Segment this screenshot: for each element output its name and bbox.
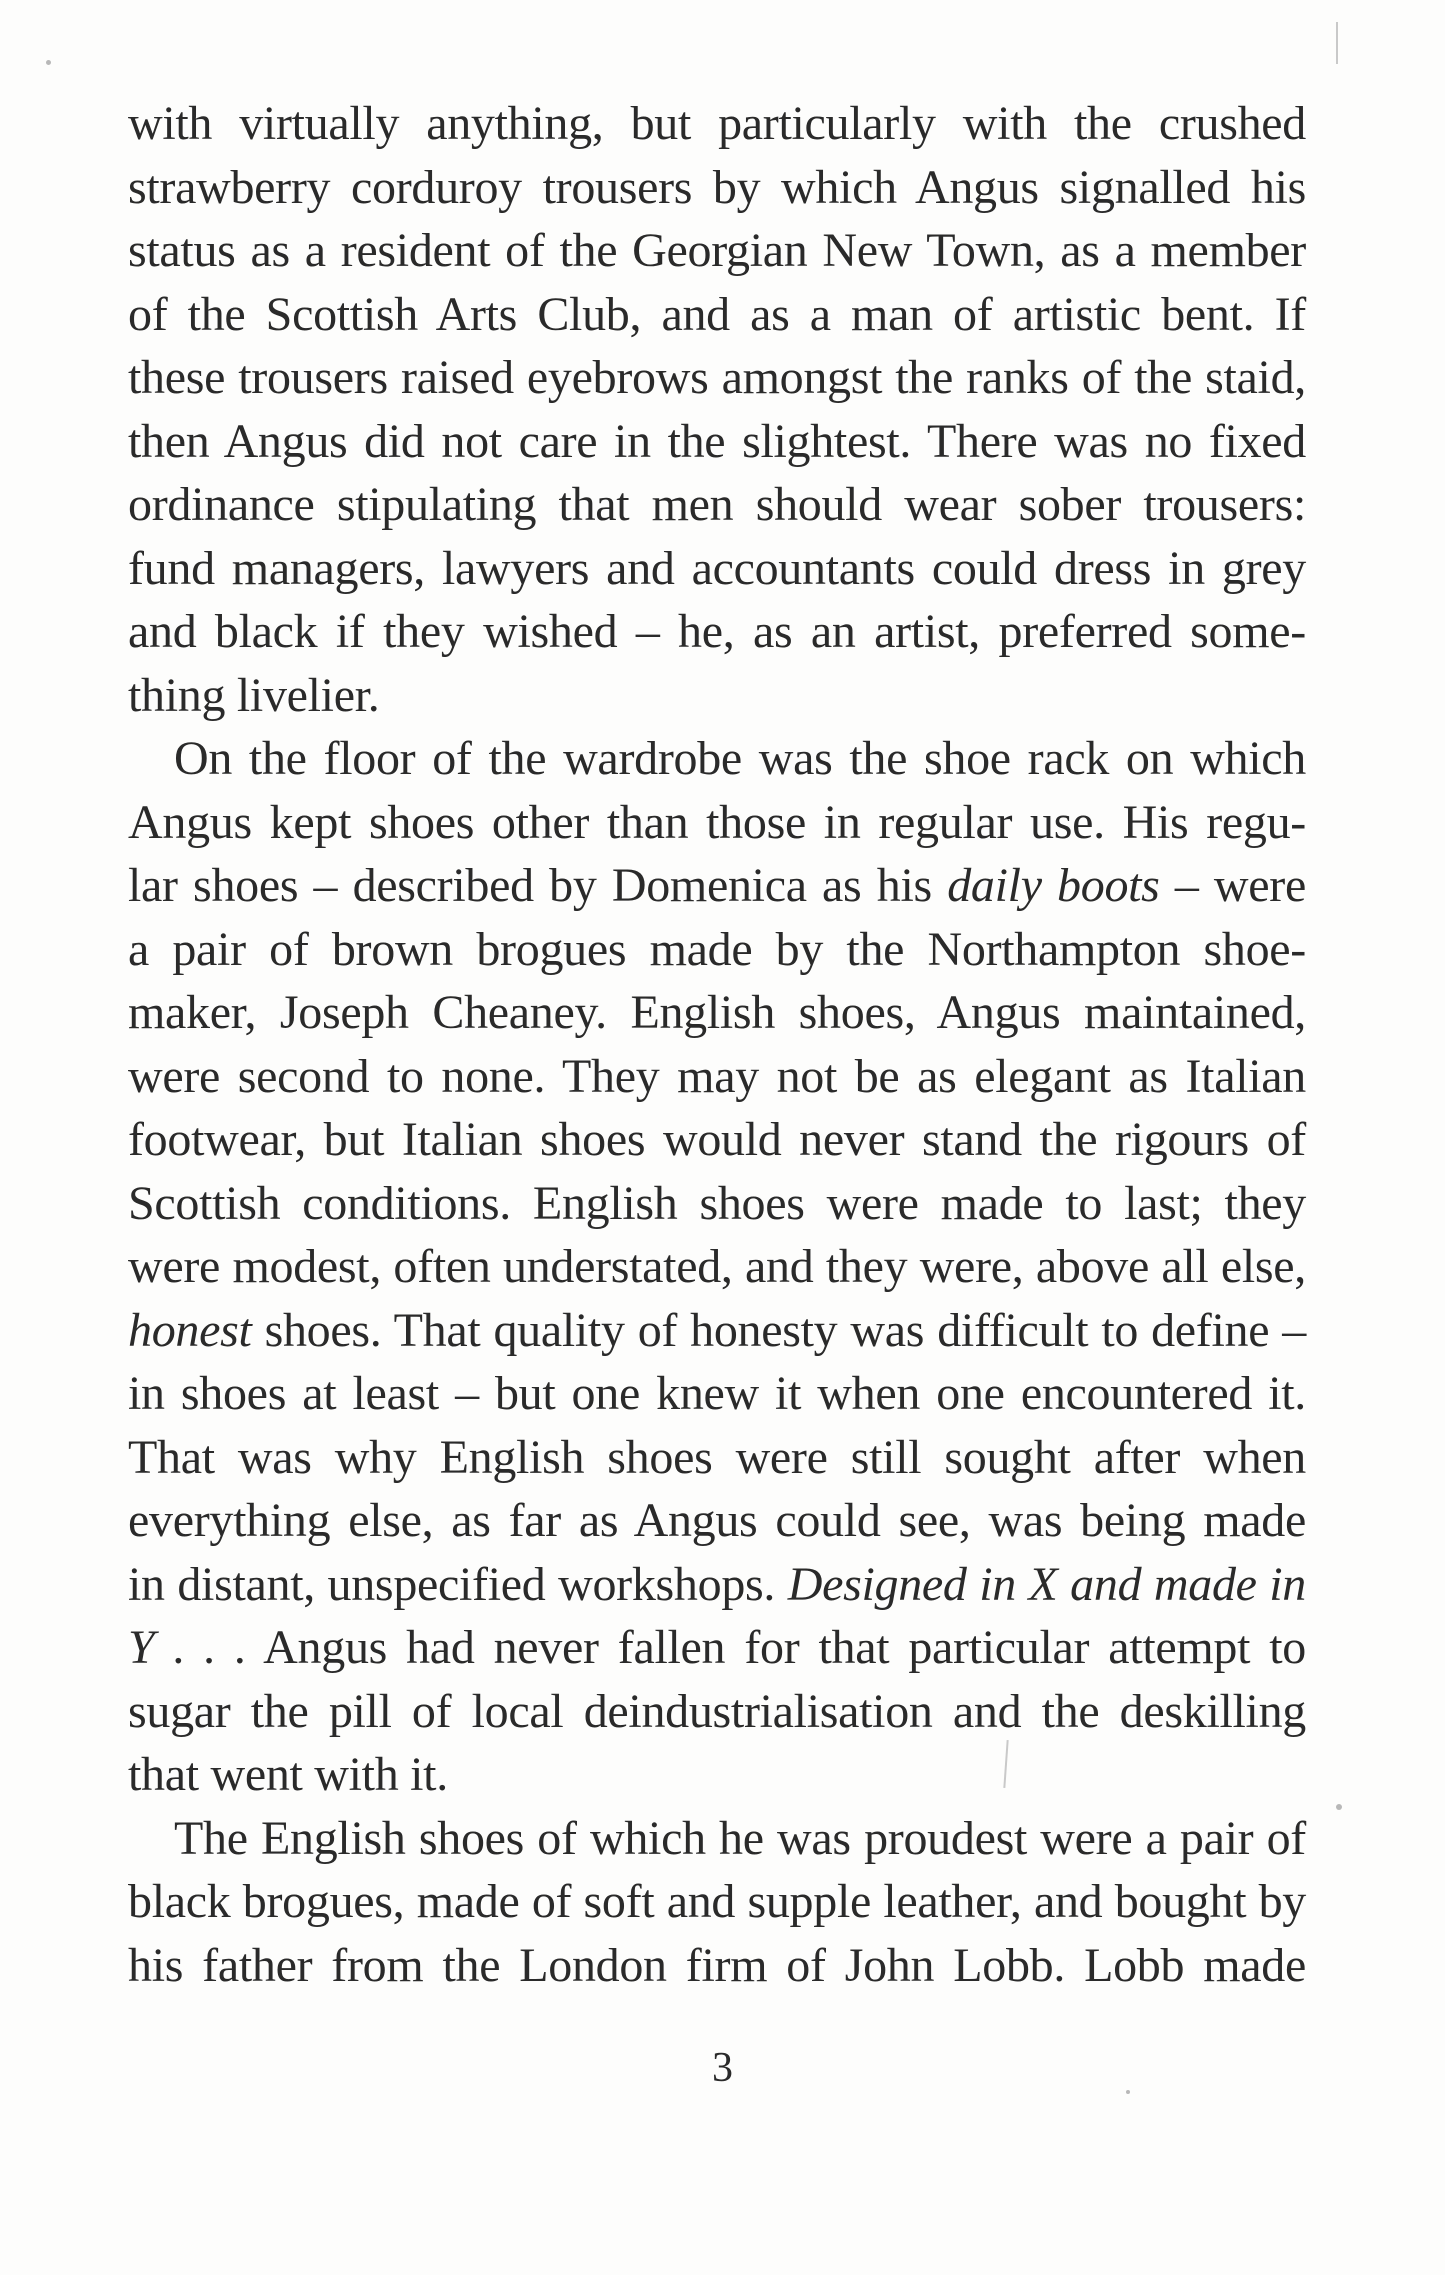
text-line: that went with it.	[128, 1748, 448, 1801]
text-line-mixed	[128, 1299, 1306, 1363]
text-line: these trousers raised eyebrows amongst the ranks of the staid,	[128, 351, 1306, 404]
italic-phrase: Y . . .	[128, 1621, 247, 1674]
text-line: with virtually anything, but particularly with the crushed	[128, 97, 1306, 150]
scan-mark	[1336, 22, 1338, 64]
text-line: of the Scottish Arts Club, and as a man of artistic bent. If	[128, 287, 1306, 341]
italic-phrase: daily boots	[947, 859, 1160, 912]
text-run: Angus had never fallen for that particular attempt to	[246, 1621, 1306, 1674]
text-line: strawberry corduroy trousers by which Angus signalled his	[128, 160, 1306, 214]
text-line: footwear, but Italian shoes would never stand the rigours of	[128, 1113, 1306, 1166]
text-run: shoes. That quality of honesty was difficult to define –	[251, 1303, 1306, 1357]
text-run: lar shoes – described by Domenica as his	[128, 859, 948, 912]
text-line: a pair of brown brogues made by the Northampton shoe-	[128, 922, 1306, 976]
text-line: in shoes at least – but one knew it when one encountered it.	[128, 1367, 1306, 1420]
text-line: thing livelier.	[128, 668, 380, 722]
text-line: everything else, as far as Angus could see, was being made	[128, 1494, 1306, 1547]
italic-phrase: honest	[128, 1303, 252, 1357]
text-line: status as a resident of the Georgian New Town, as a member	[128, 224, 1306, 277]
text-line-mixed	[128, 1553, 1306, 1617]
scan-speck	[46, 60, 51, 65]
page-number: 3	[712, 2045, 733, 2091]
italic-phrase: Designed in X and made in	[787, 1557, 1306, 1611]
scan-speck	[1126, 2090, 1130, 2094]
text-line: maker, Joseph Cheaney. English shoes, Angus maintained,	[128, 986, 1306, 1039]
text-line: That was why English shoes were still sought after when	[128, 1430, 1306, 1484]
scan-speck	[1336, 1804, 1342, 1810]
text-line: sugar the pill of local deindustrialisation and the deskilling	[128, 1684, 1306, 1738]
text-line: and black if they wished – he, as an artist, preferred some-	[128, 605, 1306, 658]
text-line: ordinance stipulating that men should wear sober trousers:	[128, 478, 1306, 531]
text-line: Angus kept shoes other than those in regular use. His regu-	[128, 795, 1306, 849]
text-line: The English shoes of which he was proudest were a pair of	[174, 1811, 1306, 1865]
text-line: his father from the London firm of John Lobb. Lobb made	[128, 1938, 1306, 1992]
text-line: On the floor of the wardrobe was the shoe rack on which	[174, 732, 1306, 785]
text-line: were second to none. They may not be as elegant as Italian	[128, 1049, 1306, 1103]
text-line-mixed	[128, 854, 1306, 918]
text-run: – were	[1159, 859, 1306, 912]
text-line-mixed	[128, 1616, 1306, 1680]
text-line: then Angus did not care in the slightest. There was no fixed	[128, 414, 1306, 468]
paragraph-3	[128, 1807, 1306, 1998]
text-line: were modest, often understated, and they were, above all else,	[128, 1240, 1306, 1293]
text-line: Scottish conditions. English shoes were made to last; they	[128, 1176, 1306, 1230]
paragraph-1	[128, 92, 1306, 727]
paragraph-2	[128, 727, 1306, 1807]
body-text	[128, 92, 1306, 1997]
text-line: black brogues, made of soft and supple leather, and bought by	[128, 1875, 1306, 1928]
text-run: in distant, unspecified workshops.	[128, 1557, 788, 1611]
text-line: fund managers, lawyers and accountants could dress in grey	[128, 541, 1306, 595]
